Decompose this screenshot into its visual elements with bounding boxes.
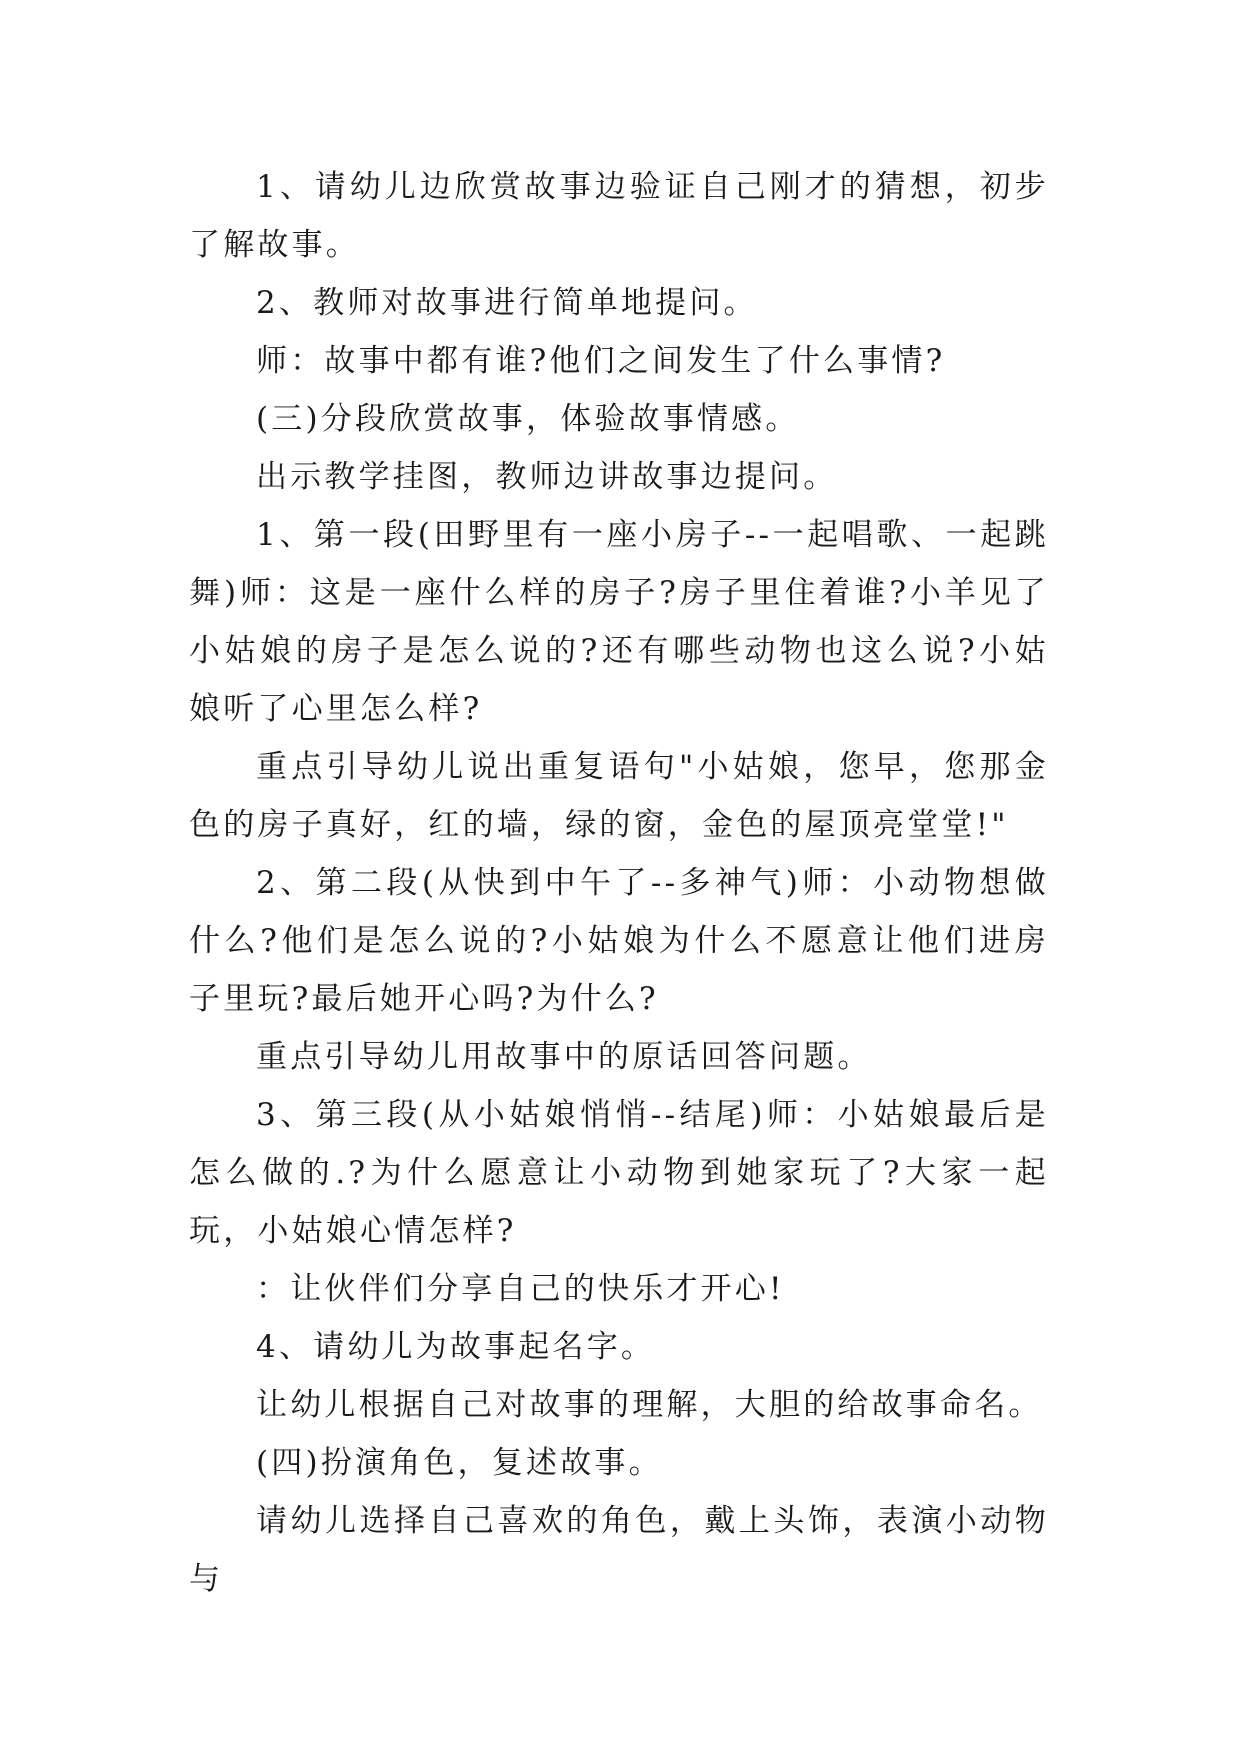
paragraph-9: 重点引导幼儿用故事中的原话回答问题。 [256, 1039, 872, 1075]
paragraph-1: 1、请幼儿边欣赏故事边验证自己刚才的猜想，初步了解故事。 [189, 169, 1049, 263]
paragraph-7: 重点引导幼儿说出重复语句"小姑娘，您早，您那金色的房子真好，红的墙，绿的窗，金色的屋顶亮堂堂!" [189, 749, 1049, 843]
paragraph-10: 3、第三段(从小姑娘悄悄--结尾)师：小姑娘最后是怎么做的.?为什么愿意让小动物到她家玩了?大家一起玩，小姑娘心情怎样? [189, 1097, 1049, 1249]
paragraph-14: (四)扮演角色，复述故事。 [256, 1445, 663, 1481]
paragraph-11: ：让伙伴们分享自己的快乐才开心! [256, 1271, 785, 1307]
paragraph-5: 出示教学挂图，教师边讲故事边提问。 [256, 459, 838, 495]
paragraph-8: 2、第二段(从快到中午了--多神气)师：小动物想做什么?他们是怎么说的?小姑娘为什么不愿意让他们进房子里玩?最后她开心吗?为什么? [189, 865, 1049, 1017]
paragraph-2: 2、教师对故事进行简单地提问。 [256, 285, 758, 321]
paragraph-4: (三)分段欣赏故事，体验故事情感。 [256, 401, 800, 437]
paragraph-3: 师：故事中都有谁?他们之间发生了什么事情? [256, 343, 946, 379]
paragraph-13: 让幼儿根据自己对故事的理解，大胆的给故事命名。 [256, 1387, 1043, 1423]
document-page [189, 158, 1049, 1608]
paragraph-12: 4、请幼儿为故事起名字。 [256, 1329, 656, 1365]
paragraph-15: 请幼儿选择自己喜欢的角色，戴上头饰，表演小动物与 [189, 1503, 1049, 1597]
paragraph-6: 1、第一段(田野里有一座小房子--一起唱歌、一起跳舞)师：这是一座什么样的房子?房子里住着谁?小羊见了小姑娘的房子是怎么说的?还有哪些动物也这么说?小姑娘听了心里怎么样? [189, 517, 1049, 727]
